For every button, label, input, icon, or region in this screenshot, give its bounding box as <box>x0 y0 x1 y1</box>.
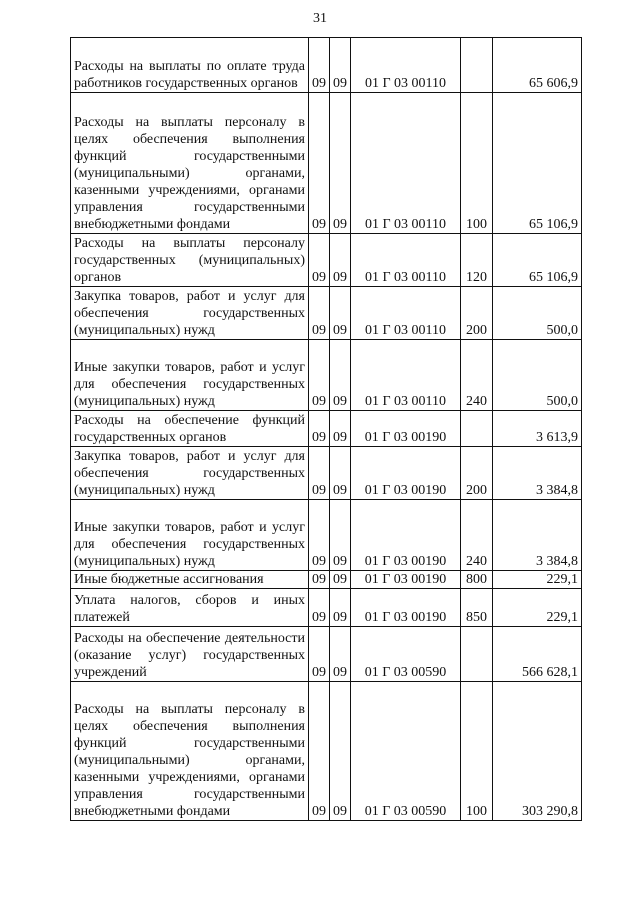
row-subsection-code: 09 <box>330 38 351 93</box>
row-name: Расходы на выплаты по оплате труда работников государственных органов <box>71 38 309 93</box>
row-target-article: 01 Г 03 00110 <box>351 340 461 411</box>
row-name: Расходы на выплаты персоналу в целях обеспечения выполнения функций государственными (муниципальными) органами, казенными учреждениями, органами управления государственными внебюджетными фондами <box>71 682 309 821</box>
row-name: Закупка товаров, работ и услуг для обеспечения государственных (муниципальных) нужд <box>71 447 309 500</box>
row-subsection-code: 09 <box>330 234 351 287</box>
table-row <box>71 682 582 821</box>
table-row <box>71 340 582 411</box>
row-section-code: 09 <box>309 411 330 447</box>
row-section-code: 09 <box>309 500 330 571</box>
table-row <box>71 447 582 500</box>
row-expense-type: 100 <box>461 93 493 234</box>
row-section-code: 09 <box>309 627 330 682</box>
table-row <box>71 589 582 627</box>
row-subsection-code: 09 <box>330 340 351 411</box>
row-target-article: 01 Г 03 00190 <box>351 571 461 589</box>
row-amount: 65 606,9 <box>493 38 582 93</box>
row-section-code: 09 <box>309 287 330 340</box>
row-amount: 500,0 <box>493 287 582 340</box>
row-subsection-code: 09 <box>330 447 351 500</box>
row-amount: 303 290,8 <box>493 682 582 821</box>
row-section-code: 09 <box>309 589 330 627</box>
row-subsection-code: 09 <box>330 500 351 571</box>
row-expense-type: 200 <box>461 287 493 340</box>
row-name: Закупка товаров, работ и услуг для обеспечения государственных (муниципальных) нужд <box>71 287 309 340</box>
row-target-article: 01 Г 03 00190 <box>351 500 461 571</box>
row-name: Расходы на обеспечение функций государственных органов <box>71 411 309 447</box>
row-expense-type: 120 <box>461 234 493 287</box>
row-target-article: 01 Г 03 00590 <box>351 627 461 682</box>
row-amount: 3 384,8 <box>493 500 582 571</box>
table-row <box>71 38 582 93</box>
row-name: Иные закупки товаров, работ и услуг для обеспечения государственных (муниципальных) нужд <box>71 500 309 571</box>
row-amount: 65 106,9 <box>493 93 582 234</box>
row-name: Расходы на обеспечение деятельности (оказание услуг) государственных учреждений <box>71 627 309 682</box>
row-subsection-code: 09 <box>330 627 351 682</box>
row-name: Иные бюджетные ассигнования <box>71 571 309 589</box>
row-section-code: 09 <box>309 234 330 287</box>
row-subsection-code: 09 <box>330 682 351 821</box>
row-expense-type: 800 <box>461 571 493 589</box>
row-amount: 229,1 <box>493 589 582 627</box>
row-expense-type <box>461 627 493 682</box>
row-expense-type: 100 <box>461 682 493 821</box>
row-amount: 3 384,8 <box>493 447 582 500</box>
row-subsection-code: 09 <box>330 287 351 340</box>
row-name: Уплата налогов, сборов и иных платежей <box>71 589 309 627</box>
row-expense-type <box>461 38 493 93</box>
row-section-code: 09 <box>309 682 330 821</box>
row-target-article: 01 Г 03 00110 <box>351 287 461 340</box>
row-amount: 3 613,9 <box>493 411 582 447</box>
row-section-code: 09 <box>309 93 330 234</box>
row-section-code: 09 <box>309 571 330 589</box>
table-row <box>71 287 582 340</box>
row-expense-type: 850 <box>461 589 493 627</box>
row-subsection-code: 09 <box>330 571 351 589</box>
row-target-article: 01 Г 03 00190 <box>351 447 461 500</box>
row-target-article: 01 Г 03 00190 <box>351 411 461 447</box>
row-target-article: 01 Г 03 00590 <box>351 682 461 821</box>
row-amount: 500,0 <box>493 340 582 411</box>
page-number: 31 <box>313 11 327 26</box>
row-section-code: 09 <box>309 38 330 93</box>
table-row <box>71 571 582 589</box>
table-row <box>71 627 582 682</box>
row-name: Расходы на выплаты персоналу в целях обеспечения выполнения функций государственными (муниципальными) органами, казенными учреждениями, органами управления государственными внебюджетными фондами <box>71 93 309 234</box>
row-name: Иные закупки товаров, работ и услуг для обеспечения государственных (муниципальных) нужд <box>71 340 309 411</box>
table-row <box>71 411 582 447</box>
row-amount: 65 106,9 <box>493 234 582 287</box>
row-expense-type: 240 <box>461 500 493 571</box>
row-target-article: 01 Г 03 00190 <box>351 589 461 627</box>
row-target-article: 01 Г 03 00110 <box>351 93 461 234</box>
row-subsection-code: 09 <box>330 93 351 234</box>
row-section-code: 09 <box>309 447 330 500</box>
row-name: Расходы на выплаты персоналу государственных (муниципальных) органов <box>71 234 309 287</box>
row-subsection-code: 09 <box>330 589 351 627</box>
row-target-article: 01 Г 03 00110 <box>351 38 461 93</box>
row-amount: 229,1 <box>493 571 582 589</box>
table-row <box>71 500 582 571</box>
row-expense-type: 240 <box>461 340 493 411</box>
row-subsection-code: 09 <box>330 411 351 447</box>
budget-table <box>70 37 582 821</box>
row-expense-type: 200 <box>461 447 493 500</box>
row-section-code: 09 <box>309 340 330 411</box>
row-expense-type <box>461 411 493 447</box>
row-target-article: 01 Г 03 00110 <box>351 234 461 287</box>
row-amount: 566 628,1 <box>493 627 582 682</box>
table-row <box>71 234 582 287</box>
table-row <box>71 93 582 234</box>
